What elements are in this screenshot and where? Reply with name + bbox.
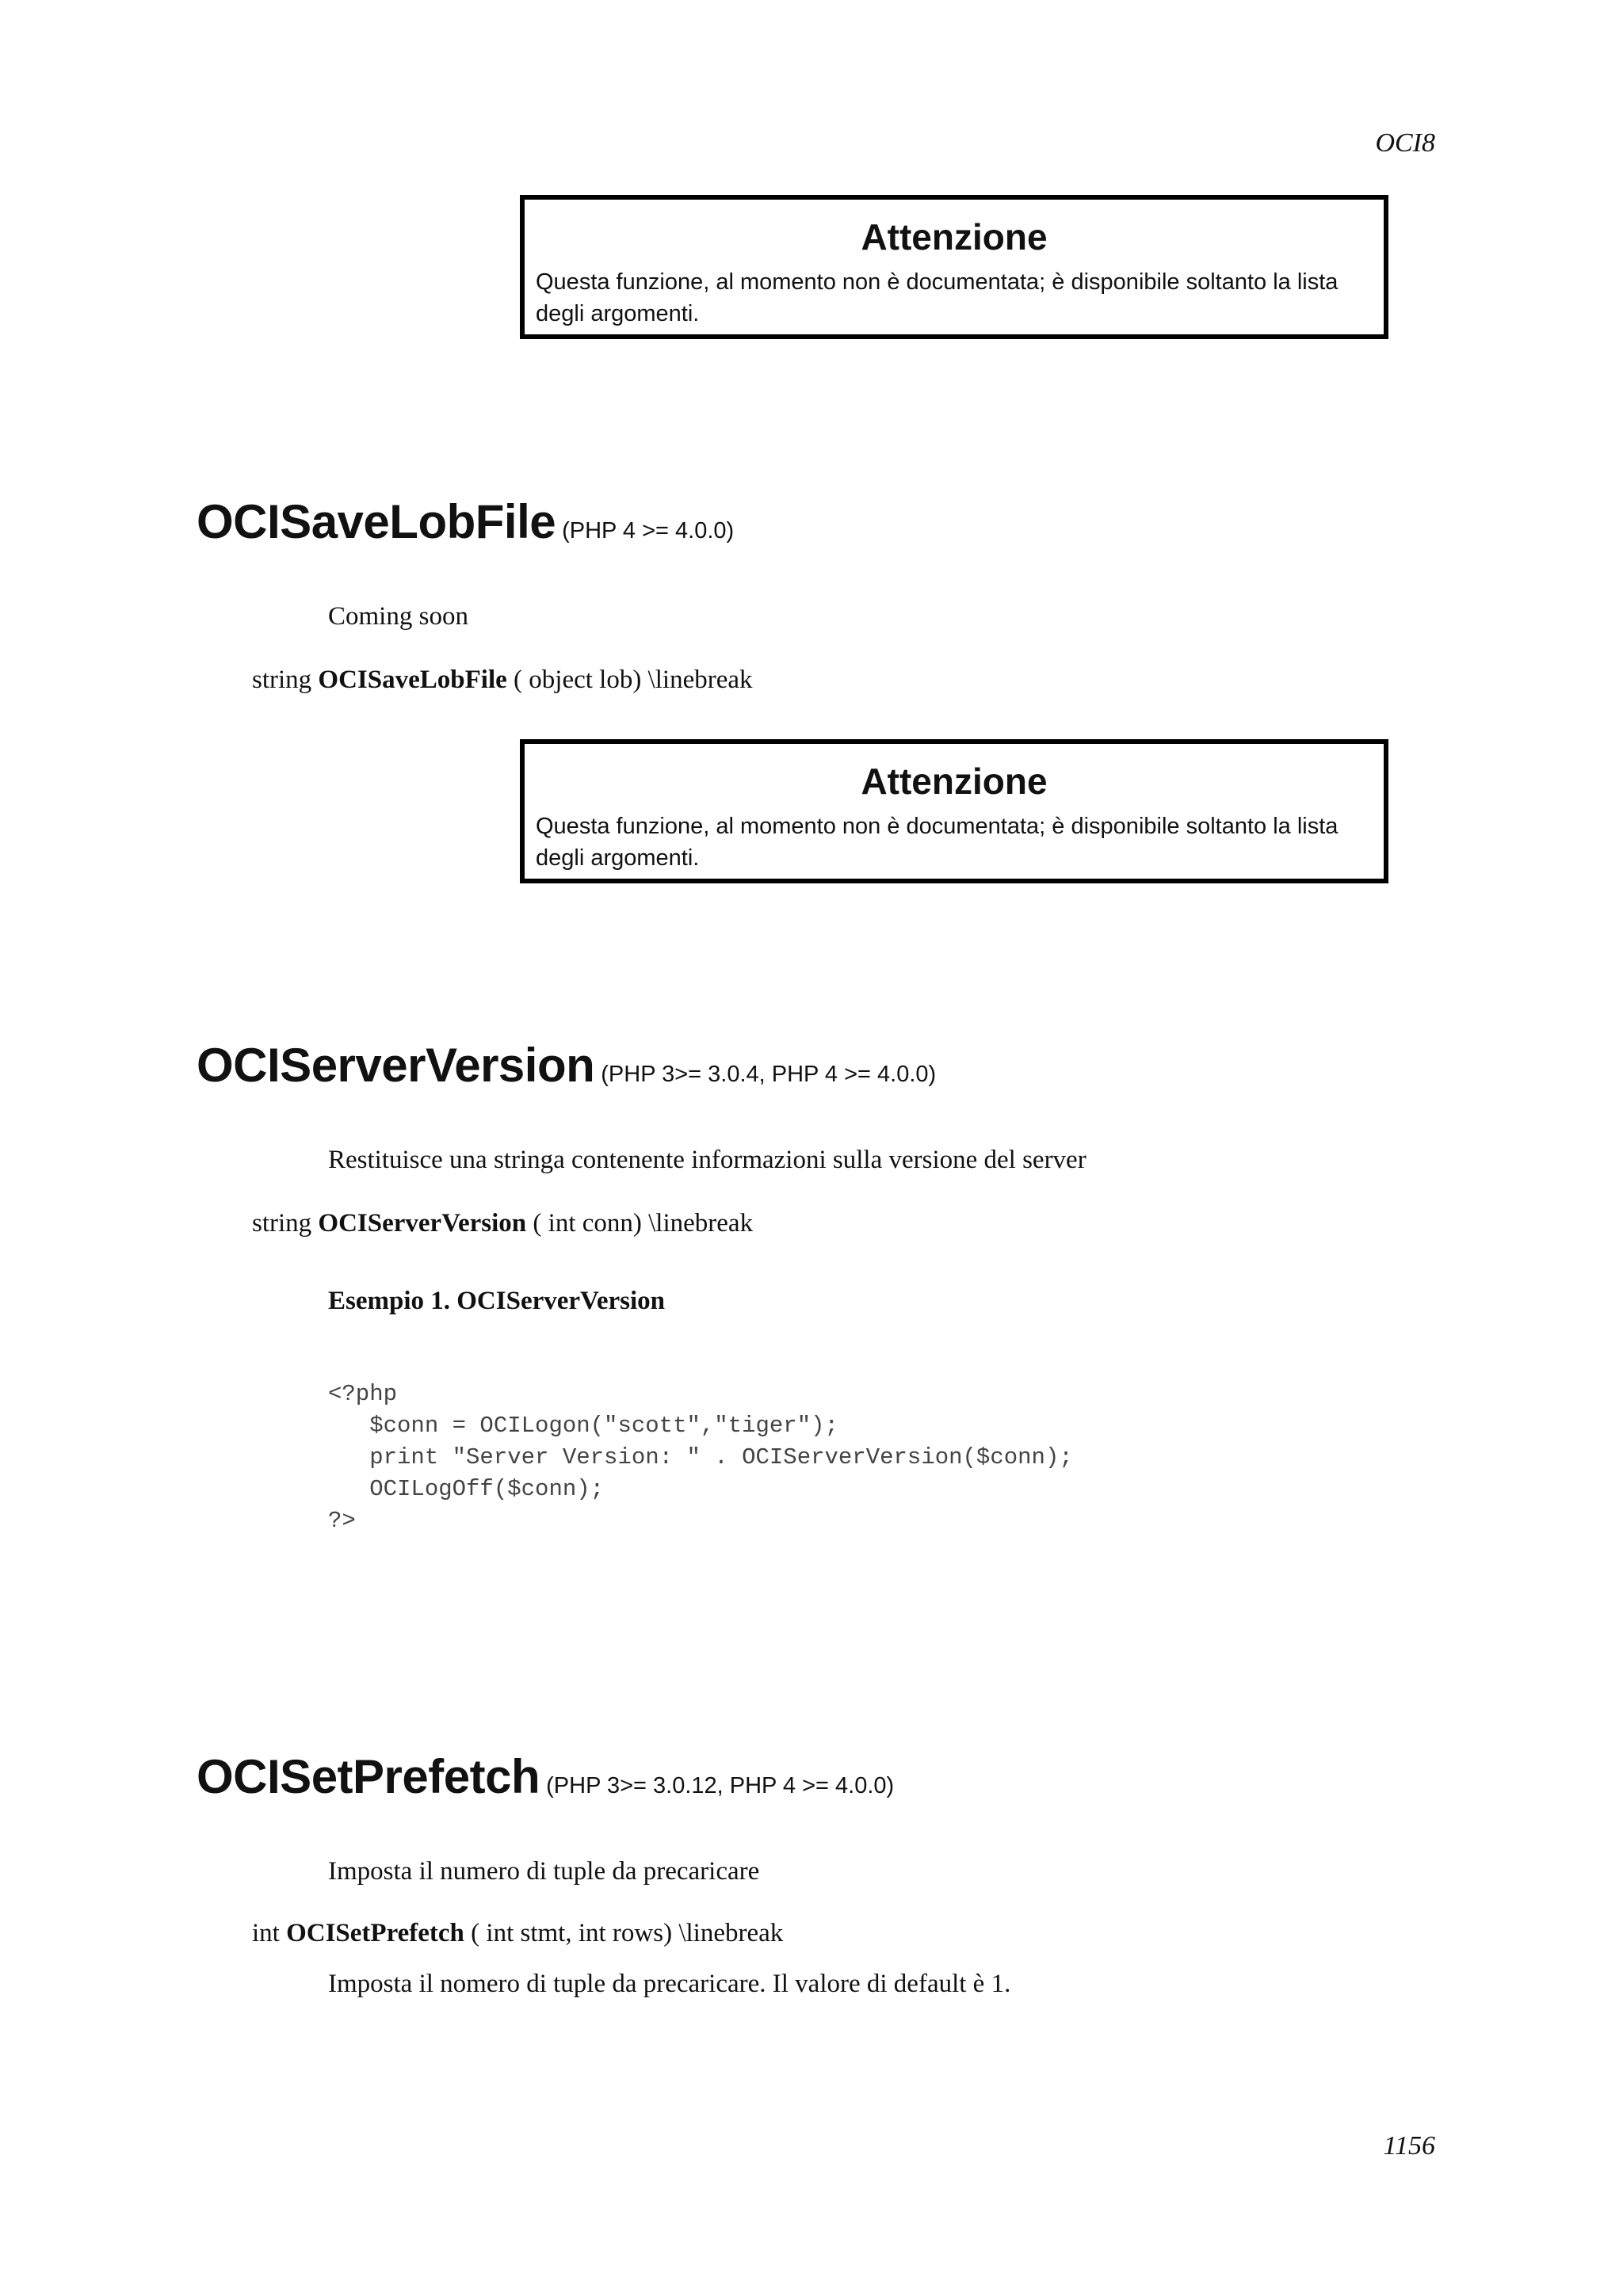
function-name: OCISaveLobFile xyxy=(197,495,556,548)
function-version: (PHP 4 >= 4.0.0) xyxy=(562,518,735,543)
function-purpose: Coming soon xyxy=(328,602,468,631)
synopsis-args: ( int stmt, int rows) \linebreak xyxy=(471,1919,784,1947)
code-example: <?php $conn = OCILogon("scott","tiger"); print "Server Version: " . OCIServerVersion($conn); OCILogOff($conn); ?> xyxy=(328,1381,1073,1534)
function-synopsis xyxy=(252,666,753,695)
warning-title: Attenzione xyxy=(861,216,1048,257)
warning-title: Attenzione xyxy=(861,761,1048,802)
page-number: 1156 xyxy=(1383,2131,1435,2161)
function-version: (PHP 3>= 3.0.12, PHP 4 >= 4.0.0) xyxy=(546,1773,895,1798)
warning-box xyxy=(520,195,1388,339)
warning-text: Questa funzione, al momento non è documentata; è disponibile soltanto la lista degli argomenti. xyxy=(536,814,1338,871)
function-name: OCIServerVersion xyxy=(197,1039,595,1092)
function-synopsis xyxy=(252,1209,753,1238)
return-type: string xyxy=(252,666,312,694)
function-purpose: Imposta il numero di tuple da precaricare xyxy=(328,1857,760,1886)
synopsis-function-name: OCISetPrefetch xyxy=(286,1919,464,1947)
function-heading xyxy=(197,494,734,549)
warning-text: Questa funzione, al momento non è documentata; è disponibile soltanto la lista degli argomenti. xyxy=(536,269,1338,326)
warning-box xyxy=(520,739,1388,883)
function-version: (PHP 3>= 3.0.4, PHP 4 >= 4.0.0) xyxy=(601,1062,937,1087)
synopsis-function-name: OCISaveLobFile xyxy=(318,666,507,694)
running-header: OCI8 xyxy=(1375,128,1435,158)
function-description: Imposta il nomero di tuple da precaricare. Il valore di default è 1. xyxy=(328,1970,1011,1998)
function-name: OCISetPrefetch xyxy=(197,1750,540,1803)
function-heading xyxy=(197,1038,936,1093)
synopsis-function-name: OCIServerVersion xyxy=(318,1209,527,1238)
return-type: string xyxy=(252,1209,312,1238)
function-heading xyxy=(197,1749,894,1804)
return-type: int xyxy=(252,1919,280,1947)
example-title: Esempio 1. OCIServerVersion xyxy=(328,1287,666,1315)
synopsis-args: ( int conn) \linebreak xyxy=(533,1209,754,1238)
synopsis-args: ( object lob) \linebreak xyxy=(514,666,753,694)
function-purpose: Restituisce una stringa contenente informazioni sulla versione del server xyxy=(328,1146,1086,1174)
function-synopsis xyxy=(252,1919,783,1948)
